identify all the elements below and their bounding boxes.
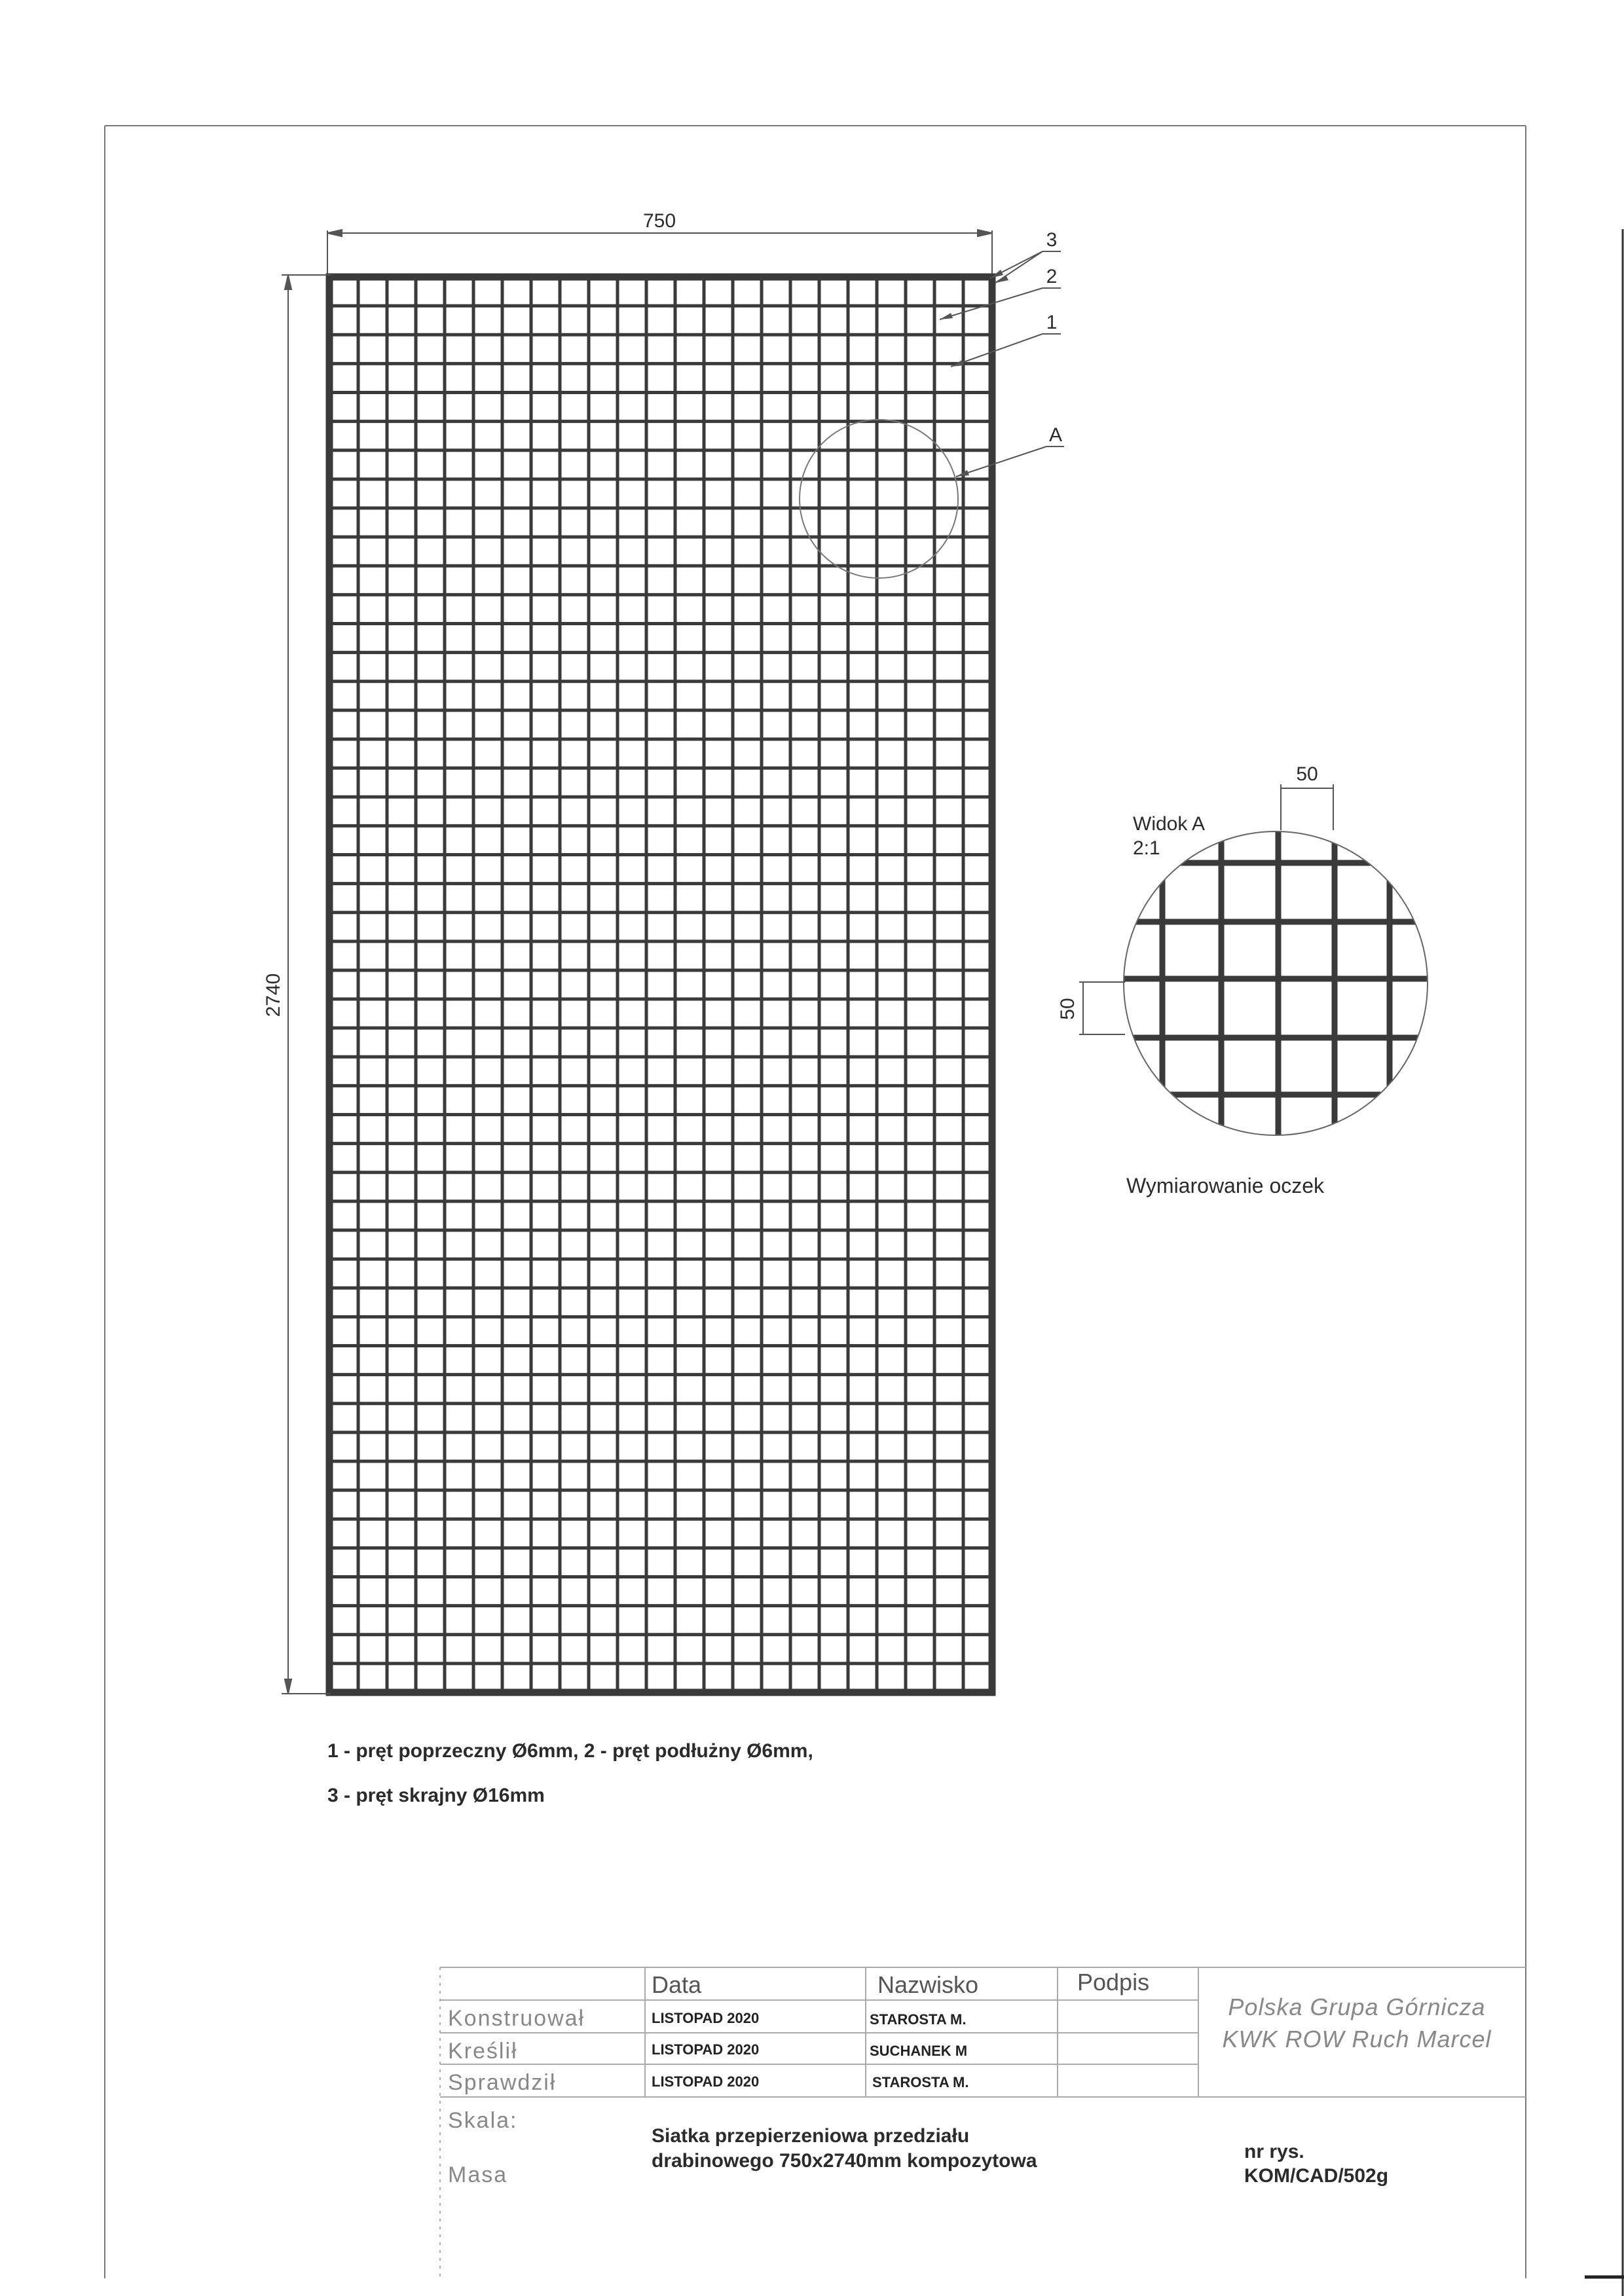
height-dimension-label: 2740 — [263, 973, 284, 1017]
detail-dim-vertical: 50 — [1057, 998, 1079, 1020]
callout-leaders — [800, 251, 1064, 578]
width-dimension-label: 750 — [642, 210, 676, 232]
callout-2: 2 — [1046, 266, 1058, 287]
row-label-kreslil: Kreślił — [448, 2039, 518, 2064]
callout-arrowheads — [940, 270, 1008, 477]
row-label-konstruowal: Konstruował — [448, 2006, 585, 2031]
drawing-number-value: KOM/CAD/502g — [1244, 2165, 1389, 2187]
row-label-sprawdzil: Sprawdził — [448, 2070, 557, 2095]
detail-title: Widok A — [1133, 813, 1206, 835]
drawing-title-line-1: Siatka przepierzeniowa przedziału — [652, 2125, 970, 2147]
masa-label: Masa — [448, 2162, 508, 2187]
row-name-kreslil: SUCHANEK M — [870, 2043, 968, 2059]
detail-view-a — [1113, 825, 1441, 1142]
company-line-2: KWK ROW Ruch Marcel — [1222, 2026, 1492, 2052]
row-data-konstruowal: LISTOPAD 2020 — [652, 2010, 760, 2026]
drawing-title-line-2: drabinowego 750x2740mm kompozytowa — [652, 2150, 1037, 2172]
drawing-number-label: nr rys. — [1244, 2141, 1304, 2162]
legend-line-2: 3 - pręt skrajny Ø16mm — [327, 1785, 545, 1806]
edge-bar-frame — [329, 277, 992, 1692]
header-data: Data — [652, 1971, 702, 1998]
width-dimension — [327, 230, 992, 274]
mesh-grid — [329, 277, 992, 1692]
detail-scale: 2:1 — [1133, 837, 1160, 859]
skala-label: Skala: — [448, 2108, 518, 2133]
detail-dimensions — [1079, 784, 1333, 1034]
row-name-konstruowal: STAROSTA M. — [870, 2011, 967, 2028]
height-dimension — [282, 275, 331, 1694]
row-name-sprawdzil: STAROSTA M. — [872, 2074, 969, 2090]
detail-caption: Wymiarowanie oczek — [1126, 1174, 1325, 1197]
detail-dim-horizontal: 50 — [1296, 763, 1318, 785]
legend-line-1: 1 - pręt poprzeczny Ø6mm, 2 - pręt podłużny Ø6mm, — [327, 1740, 813, 1762]
callout-1: 1 — [1046, 312, 1058, 333]
callout-3: 3 — [1046, 229, 1058, 251]
header-nazwisko: Nazwisko — [877, 1971, 979, 1998]
row-data-sprawdzil: LISTOPAD 2020 — [652, 2073, 760, 2090]
callout-a: A — [1048, 424, 1063, 446]
row-data-kreslil: LISTOPAD 2020 — [652, 2041, 760, 2058]
header-podpis: Podpis — [1077, 1969, 1150, 1995]
company-line-1: Polska Grupa Górnicza — [1228, 1994, 1486, 2020]
